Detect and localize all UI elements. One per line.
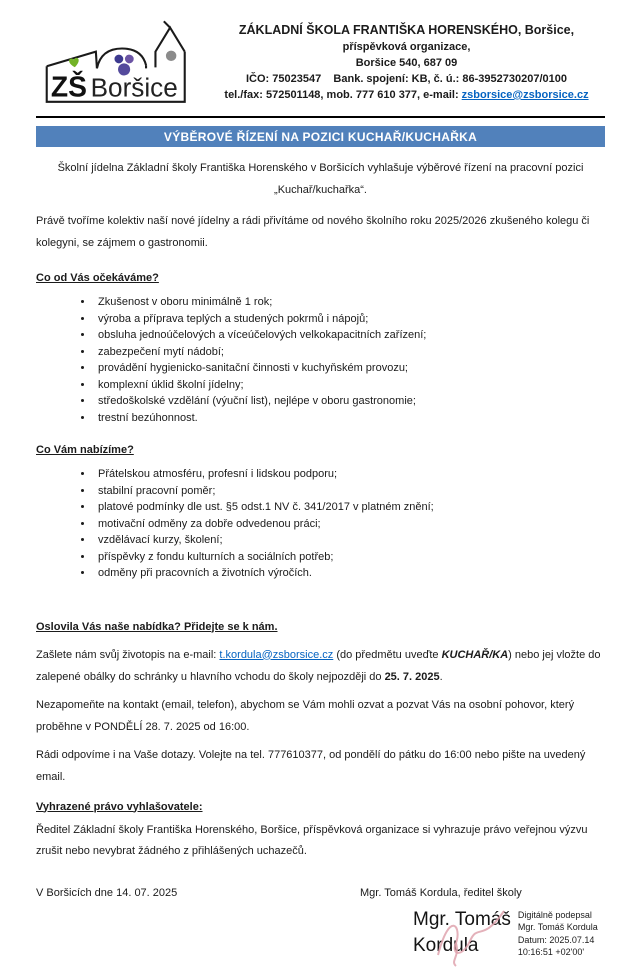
- title-banner: VÝBĚROVÉ ŘÍZENÍ NA POZICI KUCHAŘ/KUCHAŘKA: [36, 126, 605, 147]
- expectations-list: [36, 294, 605, 426]
- signatory-name: Mgr. Tomáš Kordula, ředitel školy: [360, 886, 522, 899]
- signature-name-line2: Kordula: [413, 934, 479, 956]
- logo-name-text: Boršice: [90, 72, 178, 103]
- list-item: • komplexní úklid školní jídelny;: [94, 377, 605, 394]
- digital-signature: [360, 907, 605, 959]
- rights-paragraph: Ředitel Základní školy Františka Horenského, Boršice, příspěvková organizace si vyhrazuje právo veřejnou výzvu zrušit nebo nevybrat žádného z přihlášených uchazečů.: [36, 823, 588, 857]
- list-item: • odměny při pracovních a životních výročích.: [94, 565, 605, 582]
- apply-text-pre: Zašlete nám svůj životopis na e-mail:: [36, 648, 220, 661]
- section-heading-rights: Vyhrazené právo vyhlašovatele:: [36, 800, 203, 813]
- list-item: • stabilní pracovní poměr;: [94, 483, 605, 500]
- signature-details: [518, 907, 598, 959]
- list-item: • Zkušenost v oboru minimálně 1 rok;: [94, 294, 605, 311]
- list-item: • provádění hygienicko-sanitační činnosti v kuchyňském provozu;: [94, 360, 605, 377]
- intro-line2: „Kuchař/kuchařka“.: [274, 184, 367, 196]
- apply-text-mid: (do předmětu uveďte: [333, 648, 442, 661]
- list-item: • středoškolské vzdělání (výuční list), nejlépe v oboru gastronomie;: [94, 393, 605, 410]
- logo-building-icon: [36, 14, 208, 106]
- questions-paragraph: Rádi odpovíme i na Vaše dotazy. Volejte na tel. 777610377, od pondělí do pátku do 16:00 nebo pište na uvedený email.: [36, 748, 586, 783]
- intro-paragraph: [36, 157, 605, 201]
- logo-zs-text: ZŠ: [50, 70, 87, 103]
- list-item: • zabezpečení mytí nádobí;: [94, 344, 605, 361]
- signature-name: [413, 907, 511, 959]
- logo-dot-icon: [166, 51, 176, 61]
- signature-name-line1: Mgr. Tomáš: [413, 908, 511, 930]
- header-info: [208, 14, 605, 103]
- org-type: příspěvková organizace,: [342, 41, 471, 53]
- list-item: • trestní bezúhonnost.: [94, 410, 605, 427]
- section-heading-offer: Co Vám nabízíme?: [36, 444, 134, 456]
- list-item: • Přátelskou atmosféru, profesní i lidskou podporu;: [94, 466, 605, 483]
- school-name: ZÁKLADNÍ ŠKOLA FRANTIŠKA HORENSKÉHO, Boršice,: [238, 23, 575, 37]
- contact-line: [208, 87, 605, 103]
- list-item: • výroba a příprava teplých a studených pokrmů i nápojů;: [94, 311, 605, 328]
- list-item: • příspěvky z fondu kulturních a sociálních potřeb;: [94, 549, 605, 566]
- ico-bank-line: IČO: 75023547 Bank. spojení: KB, č. ú.: 86-3952730207/0100: [245, 73, 567, 85]
- list-item: • obsluha jednoúčelových a víceúčelových velkokapacitních zařízení;: [94, 327, 605, 344]
- list-item: • platové podmínky dle ust. §5 odst.1 NV č. 341/2017 v platném znění;: [94, 499, 605, 516]
- header-divider: [36, 116, 605, 118]
- contact-prefix: tel./fax: 572501148, mob. 777 610 377, e-mail:: [224, 89, 462, 101]
- header: [36, 14, 605, 111]
- list-item: • vzdělávací kurzy, školení;: [94, 532, 605, 549]
- offer-list: [36, 466, 605, 582]
- signature-detail-line3: Datum: 2025.07.14: [517, 934, 595, 945]
- list-item: • motivační odměny za dobře odvedenou práci;: [94, 516, 605, 533]
- logo-heart-icon: [69, 58, 80, 68]
- place-date: V Boršicích dne 14. 07. 2025: [36, 886, 178, 899]
- signature-detail-line2: Mgr. Tomáš Kordula: [517, 922, 598, 932]
- section-heading-join: Oslovila Vás naše nabídka? Přidejte se k nám.: [36, 620, 278, 633]
- apply-deadline: 25. 7. 2025: [384, 670, 440, 683]
- apply-subject: KUCHAŘ/KA: [441, 648, 509, 661]
- section-heading-expectations: Co od Vás očekáváme?: [36, 272, 159, 284]
- apply-paragraph: [36, 644, 605, 688]
- header-email-link[interactable]: zsborsice@zsborsice.cz: [461, 89, 589, 101]
- signature-detail-line4: 10:16:51 +02'00': [517, 947, 585, 957]
- signature-detail-line1: Digitálně podepsal: [517, 909, 592, 920]
- contact-paragraph: Nezapomeňte na kontakt (email, telefon), abychom se Vám mohli ozvat a pozvat Vás na osobní pohovor, který proběhne v PONDĚLÍ 28. 7. 2025 od 16:00.: [36, 698, 575, 733]
- apply-text-end: .: [439, 670, 443, 683]
- school-address: Boršice 540, 687 09: [355, 57, 458, 69]
- welcome-paragraph: Právě tvoříme kolektiv naší nové jídelny a rádi přivítáme od nového školního roku 2025/2026 zkušeného kolegu či kolegyni, se zájmem o gastronomii.: [36, 215, 590, 249]
- school-logo: [36, 14, 208, 111]
- intro-line1: Školní jídelna Základní školy Františka Horenského v Boršicích vyhlašuje výběrové řízení na pracovní pozici: [57, 162, 584, 174]
- apply-email-link[interactable]: t.kordula@zsborsice.cz: [219, 648, 334, 661]
- apply-text-mid2: ) nebo jej vložte do zalepené obálky do schránky u hlavního vchodu do školy nejpozději do: [36, 648, 601, 683]
